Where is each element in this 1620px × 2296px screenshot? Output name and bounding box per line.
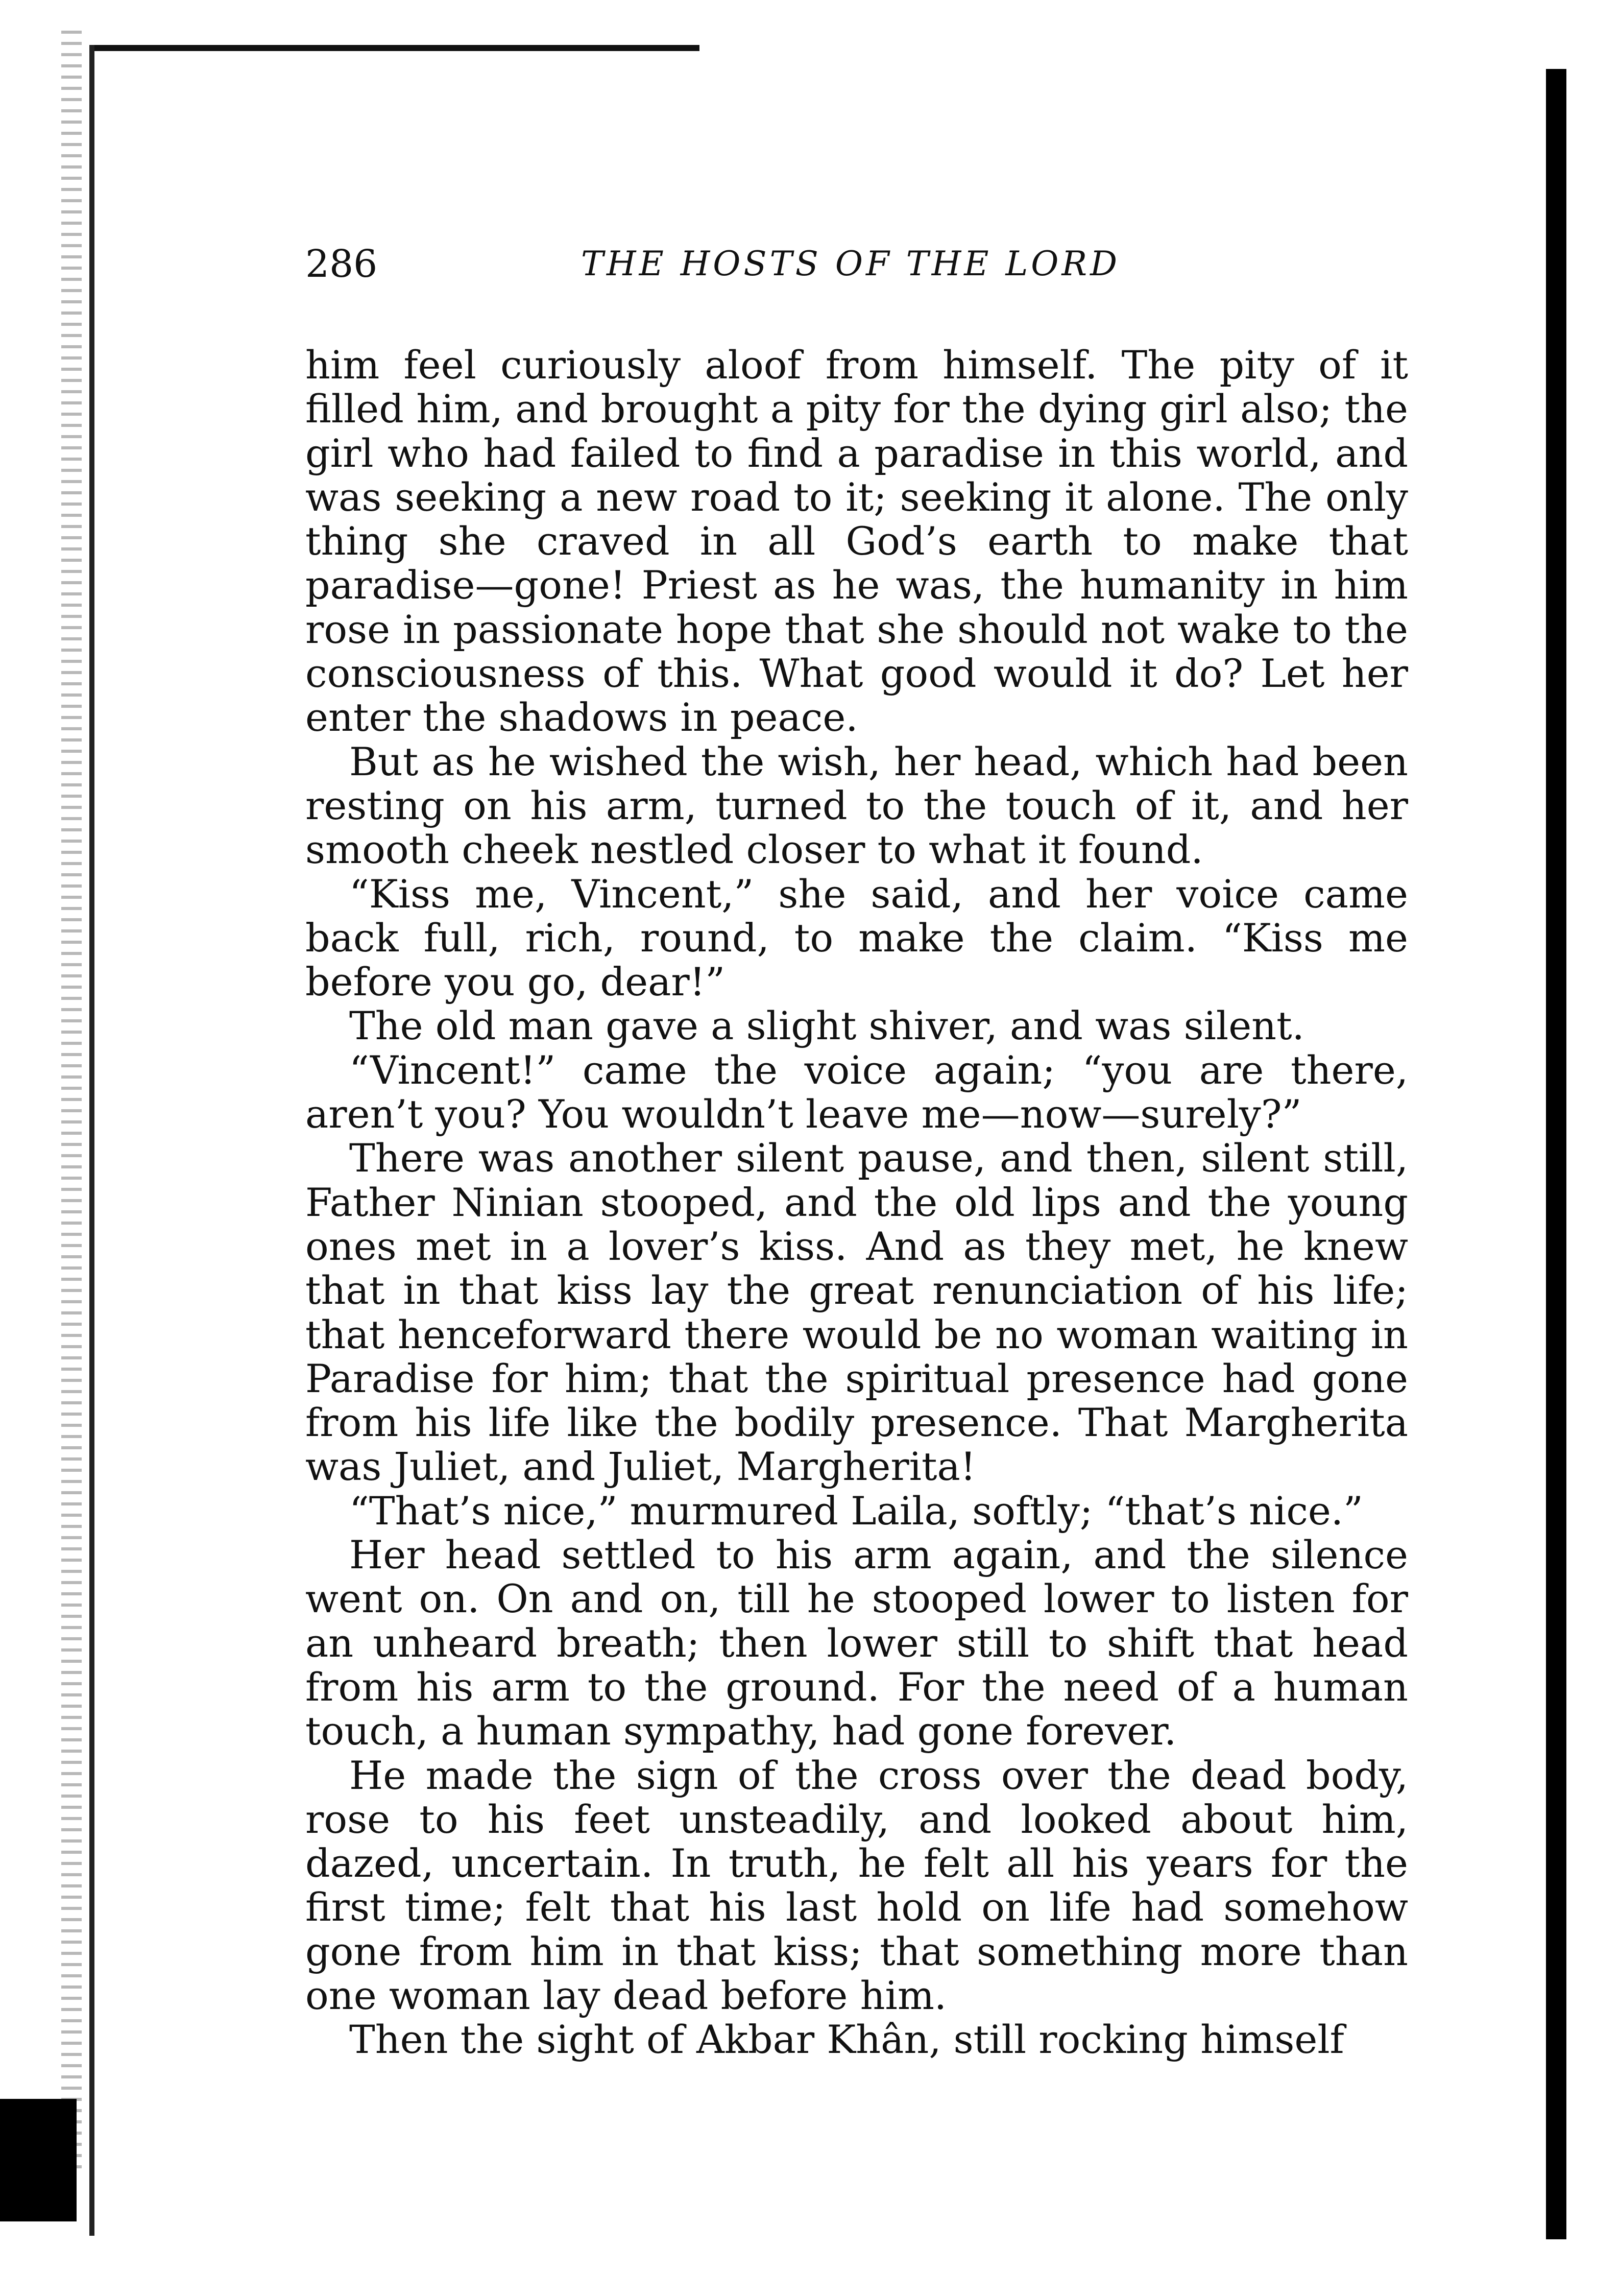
paragraph: “That’s nice,” murmured Laila, softly; “that’s nice.”	[349, 1488, 1363, 1534]
paragraph: He made the sign of the cross over the dead body, rose to his feet unsteadily, and looked about him, dazed, uncertain. In truth, he felt all his years for the first time; felt that his last hold on life had somehow gone from him in that kiss; that something more than one woman lay dead before him.	[305, 1752, 1408, 2018]
scan-rule-top	[89, 45, 699, 51]
running-head	[305, 236, 1408, 292]
scan-edge-left	[61, 31, 82, 2175]
scan-bar-right	[1546, 69, 1566, 2239]
page-number: 286	[305, 242, 378, 286]
paragraph: him feel curiously aloof from himself. The pity of it filled him, and brought a pity for the dying girl also; the girl who had failed to find a paradise in this world, and was seeking a new road to it; seeking it alone. The only thing she craved in all God’s earth to make that paradise—gone! Priest as he was, the humanity in him rose in passionate hope that she should not wake to the consciousness of this. What good would it do? Let her enter the shadows in peace.	[305, 342, 1408, 740]
paragraph: “Vincent!” came the voice again; “you are there, aren’t you? You wouldn’t leave me—now—surely?”	[305, 1047, 1408, 1137]
paragraph: “Kiss me, Vincent,” she said, and her voice came back full, rich, round, to make the claim. “Kiss me before you go, dear!”	[305, 871, 1408, 1005]
paragraph: But as he wished the wish, her head, which had been resting on his arm, turned to the touch of it, and her smooth cheek nestled closer to what it found.	[305, 738, 1408, 873]
paragraph: Her head settled to his arm again, and the silence went on. On and on, till he stooped lower to listen for an unheard breath; then lower still to shift that head from his arm to the ground. For the need of a human touch, a human sympathy, had gone forever.	[305, 1532, 1408, 1754]
body-text	[305, 343, 1408, 2062]
book-page	[305, 236, 1408, 2062]
scan-bar-left	[0, 2099, 77, 2221]
paragraph: There was another silent pause, and then, silent still, Father Ninian stooped, and the old lips and the young ones met in a lover’s kiss. And as they met, he knew that in that kiss lay the great renunciation of his life; that henceforward there would be no woman waiting in Paradise for him; that the spiritual presence had gone from his life like the bodily presence. That Margherita was Juliet, and Juliet, Margherita!	[305, 1135, 1408, 1490]
running-title: THE HOSTS OF THE LORD	[581, 244, 1120, 283]
paragraph: Then the sight of Akbar Khân, still rocking himself	[349, 2017, 1344, 2063]
scan-rule-left	[89, 45, 94, 2236]
paragraph: The old man gave a slight shiver, and was silent.	[349, 1003, 1304, 1049]
